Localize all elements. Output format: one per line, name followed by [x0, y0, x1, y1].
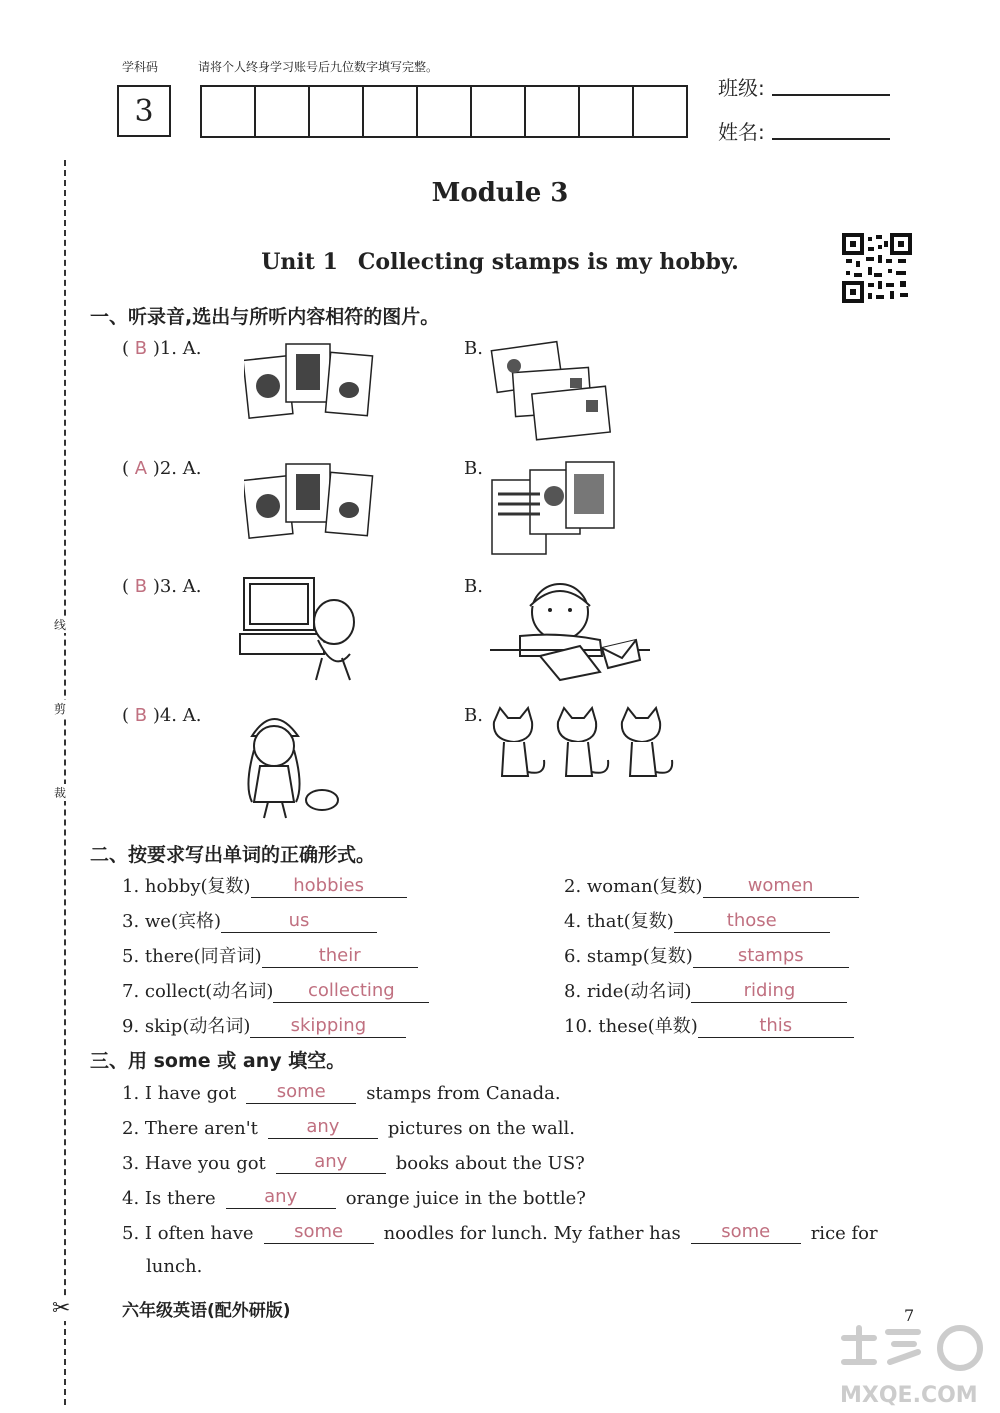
word-question: 9. skip(动名词): [122, 1016, 251, 1037]
word-answer-blank[interactable]: skipping: [250, 1015, 406, 1038]
us-stamps-image: [490, 460, 618, 558]
sentence-3: [122, 1151, 585, 1174]
word-answer-blank[interactable]: us: [221, 910, 377, 933]
question-number: 4. A.: [159, 705, 202, 726]
sentence-text: 3. Have you got: [122, 1153, 266, 1174]
word-item: [564, 872, 859, 898]
id-digit-box[interactable]: [580, 87, 634, 136]
sentence-text: 4. Is there: [122, 1188, 216, 1209]
sentence-5: [122, 1221, 878, 1244]
girl-at-computer-image: [238, 574, 366, 686]
three-cats-image: [488, 704, 688, 786]
answer-1: B: [134, 338, 148, 359]
book-title: 六年级英语(配外研版): [122, 1301, 291, 1321]
word-item: [122, 872, 407, 898]
sentence-blank[interactable]: any: [268, 1116, 378, 1139]
question-number: 3. A.: [159, 576, 202, 597]
sentence-text: rice for: [810, 1223, 878, 1244]
word-answer-blank[interactable]: women: [703, 875, 859, 898]
word-item: [122, 942, 418, 968]
sentence-blank[interactable]: any: [276, 1151, 386, 1174]
cut-char: 剪: [54, 702, 67, 716]
option-b-label: B.: [464, 338, 483, 359]
sentence-blank[interactable]: any: [226, 1186, 336, 1209]
cut-char: 线: [54, 618, 67, 632]
word-item: [564, 977, 847, 1003]
question-3: ( B )3. A.: [122, 576, 202, 597]
sentence-text: orange juice in the bottle?: [345, 1188, 586, 1209]
sentence-text: 1. I have got: [122, 1083, 237, 1104]
answer-4: B: [134, 705, 148, 726]
word-answer-blank[interactable]: those: [674, 910, 830, 933]
question-2: ( A )2. A.: [122, 458, 202, 479]
id-digit-box[interactable]: [256, 87, 310, 136]
word-item: [122, 1012, 406, 1038]
chinese-stamps-image: [244, 342, 374, 422]
subject-code-box: 3: [117, 85, 171, 137]
envelopes-image: [490, 340, 615, 442]
section2-title: 二、按要求写出单词的正确形式。: [90, 844, 376, 866]
section1-title: 一、听录音,选出与所听内容相符的图片。: [90, 306, 440, 328]
id-digit-box[interactable]: [634, 87, 686, 136]
word-answer-blank[interactable]: this: [698, 1015, 854, 1038]
cut-char: 裁: [54, 786, 67, 800]
word-question: 7. collect(动名词): [122, 981, 274, 1002]
svg-text:MXQE.COM: MXQE.COM: [840, 1383, 978, 1408]
question-1: ( B )1. A.: [122, 338, 202, 359]
girl-doll-image: [238, 706, 342, 824]
watermark-logo-icon: [834, 1322, 994, 1408]
id-digit-box[interactable]: [472, 87, 526, 136]
word-item: [122, 977, 429, 1003]
sentence-blank[interactable]: some: [246, 1081, 356, 1104]
word-item: [564, 1012, 854, 1038]
sentence-2: [122, 1116, 575, 1139]
question-number: 2. A.: [159, 458, 202, 479]
word-question: 6. stamp(复数): [564, 946, 693, 967]
answer-2: A: [134, 458, 148, 479]
word-item: [564, 907, 830, 933]
word-answer-blank[interactable]: hobbies: [251, 875, 407, 898]
boy-writing-letter-image: [490, 576, 650, 694]
scissors-icon: ✂: [52, 1296, 71, 1321]
unit-name: Collecting stamps is my hobby.: [357, 249, 739, 275]
word-question: 3. we(宾格): [122, 911, 221, 932]
sentence-4: [122, 1186, 586, 1209]
cut-line: [64, 160, 66, 1405]
unit-number: Unit 1: [261, 249, 338, 275]
option-b-label: B.: [464, 576, 483, 597]
sentence-5-continued: lunch.: [146, 1256, 203, 1277]
qr-code-icon: [842, 233, 912, 303]
sentence-text: 5. I often have: [122, 1223, 254, 1244]
sentence-blank[interactable]: some: [691, 1221, 801, 1244]
sentence-text: books about the US?: [395, 1153, 585, 1174]
option-b-label: B.: [464, 705, 483, 726]
module-title: Module 3: [431, 178, 569, 208]
word-question: 2. woman(复数): [564, 876, 703, 897]
id-hint: 请将个人终身学习账号后九位数字填写完整。: [198, 60, 439, 74]
id-digit-box[interactable]: [526, 87, 580, 136]
id-digit-box[interactable]: [310, 87, 364, 136]
sentence-text: stamps from Canada.: [366, 1083, 561, 1104]
word-answer-blank[interactable]: riding: [691, 980, 847, 1003]
answer-3: B: [134, 576, 148, 597]
word-question: 4. that(复数): [564, 911, 674, 932]
word-answer-blank[interactable]: stamps: [693, 945, 849, 968]
class-field[interactable]: [772, 72, 890, 96]
page-number: 7: [904, 1306, 915, 1325]
sentence-text: 2. There aren't: [122, 1118, 258, 1139]
word-question: 8. ride(动名词): [564, 981, 692, 1002]
sentence-blank[interactable]: some: [264, 1221, 374, 1244]
student-id-boxes[interactable]: [200, 85, 688, 138]
name-label: 姓名:: [718, 120, 765, 144]
id-digit-box[interactable]: [364, 87, 418, 136]
chinese-stamps-image: [244, 462, 374, 542]
id-digit-box[interactable]: [202, 87, 256, 136]
id-digit-box[interactable]: [418, 87, 472, 136]
name-field[interactable]: [772, 116, 890, 140]
section3-title: 三、用 some 或 any 填空。: [90, 1050, 346, 1072]
subject-code-label: 学科码: [122, 60, 159, 74]
sentence-text: pictures on the wall.: [387, 1118, 576, 1139]
word-answer-blank[interactable]: their: [262, 945, 418, 968]
question-number: 1. A.: [159, 338, 202, 359]
question-4: ( B )4. A.: [122, 705, 202, 726]
word-item: [122, 907, 377, 933]
class-label: 班级:: [718, 76, 765, 100]
sentence-text: noodles for lunch. My father has: [383, 1223, 681, 1244]
word-question: 10. these(单数): [564, 1016, 698, 1037]
option-b-label: B.: [464, 458, 483, 479]
sentence-1: [122, 1081, 561, 1104]
word-question: 1. hobby(复数): [122, 876, 251, 897]
word-question: 5. there(同音词): [122, 946, 262, 967]
word-answer-blank[interactable]: collecting: [273, 980, 429, 1003]
word-item: [564, 942, 849, 968]
